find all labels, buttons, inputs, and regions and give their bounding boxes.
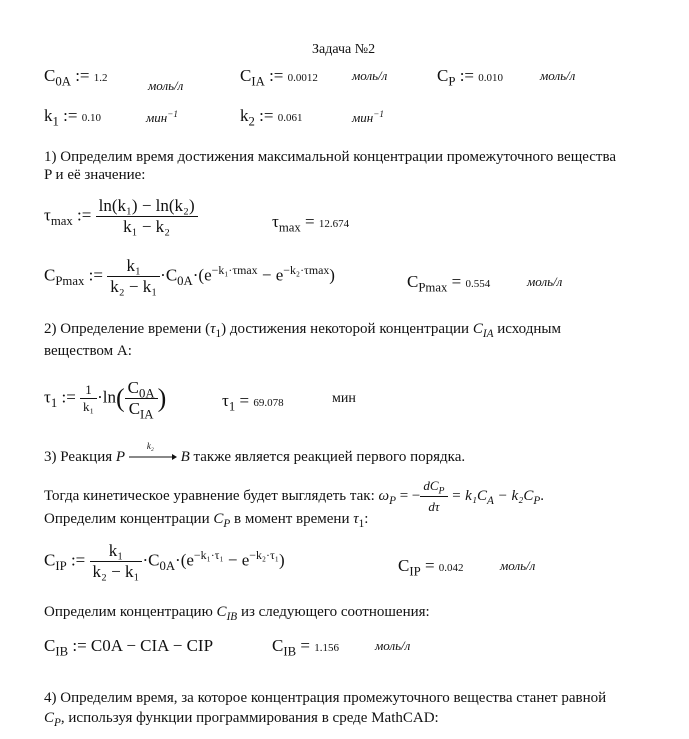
tau1-formula: $\tau_1$ := $\frac{1}{\text{k₁}}$ ·ln( $\frac{C_{0A}}{C_{IA}}$ ) <box>44 378 167 422</box>
rate-fraction: $\frac{dC_P}{d\tau}$ <box>420 476 447 517</box>
section4-line1: 4) Определим время, за которое концентрация промежуточного вещества станет равной <box>44 690 607 706</box>
section2-text-line1: 2) Определение времени $(\tau_1)$ достижения некоторой концентрации $C_{IA}$ исходным <box>44 321 561 340</box>
cip-formula: $C_{IP}$ := $\frac{\text{k₁}}{\text{k₂ − k₁}}$ $\cdot C_{0A}\cdot(e^{-k_1\cdot\tau_1} - e^{-k_2\cdot\tau_1})$ <box>44 541 285 581</box>
given-cia: $C_{IA}$ := 0.0012 <box>240 66 318 89</box>
page-title: Задача №2 <box>312 42 376 57</box>
unit-cp: моль/л <box>540 68 576 83</box>
given-k2: $k_2$ := 0.061 <box>240 106 303 129</box>
cip-fraction: $\frac{\text{k₁}}{\text{k₂ − k₁}}$ <box>90 541 143 582</box>
section3-line3: Определим концентрации $C_P$ в момент времени $\tau_1$: <box>44 511 369 530</box>
cpmax-formula: $C_{Pmax}$ := $\frac{\text{k₁}}{\text{k₂ − k₁}}$ $\cdot C_{0A}\cdot(e^{-k_1\cdot\tau max} - e^{-k_2\cdot\tau max})$ <box>44 256 335 296</box>
cpmax-fraction: $\frac{\text{k₁}}{\text{k₂ − k₁}}$ <box>107 256 160 297</box>
tau1-result: $\tau_1 = 69.078$ <box>222 391 284 414</box>
given-k1: $k_1$ := 0.10 <box>44 106 101 129</box>
section3-line1: 3) Реакция P k₂ B также является реакцией первого порядка. <box>44 447 465 468</box>
tau-max-formula: $\tau_{max}$ := $\frac{\text{ln(k₁) − ln(k₂)}}{\text{k₁ − k₂}}$ <box>44 196 198 237</box>
unit-cia: моль/л <box>352 68 388 83</box>
reaction-arrow-icon: k₂ <box>129 448 177 468</box>
section1-text-line2: P и её значение: <box>44 167 146 183</box>
unit-k2: мин$^{-1}$ <box>352 109 384 125</box>
tau-max-fraction: $\frac{\text{ln(k₁) − ln(k₂)}}{\text{k₁ − k₂}}$ <box>96 196 198 237</box>
unit-k1: мин$^{-1}$ <box>146 109 178 125</box>
tau1-unit: мин <box>332 391 356 406</box>
cpmax-unit: моль/л <box>527 274 563 289</box>
tau-max-result: $\tau_{max} = 12.674$ <box>272 212 350 235</box>
section4-line2: $C_P$, используя функции программирования в среде MathCAD: <box>44 710 439 729</box>
cib-result: $C_{IB} = 1.156$ <box>272 636 339 659</box>
section3-line2: Тогда кинетическое уравнение будет выглядеть так: $\omega_P$ = − $\frac{dC_P}{d\tau}$ = $k_1C_A - k_2C_P$. <box>44 476 544 517</box>
unit-c0a: моль/л <box>148 78 184 93</box>
cip-unit: моль/л <box>500 558 536 573</box>
ln-fraction: $\frac{C_{0A}}{C_{IA}}$ <box>125 378 158 419</box>
cpmax-result: $C_{Pmax} = 0.554$ <box>407 272 491 295</box>
cib-unit: моль/л <box>375 638 411 653</box>
section2-text-line2: веществом А: <box>44 343 132 359</box>
section1-text-line1: 1) Определим время достижения максимальной концентрации промежуточного вещества <box>44 149 617 165</box>
given-cp: $C_P$ := 0.010 <box>437 66 503 89</box>
section3-line4: Определим концентрацию $C_{IB}$ из следующего соотношения: <box>44 604 430 623</box>
tau1-fraction: $\frac{1}{\text{k₁}}$ <box>80 382 97 415</box>
cib-formula: $C_{IB}$ := C0A − CIA − CIP <box>44 636 214 659</box>
cip-result: $C_{IP} = 0.042$ <box>398 556 464 579</box>
given-c0a: $C_{0A}$ := 1.2 <box>44 66 108 89</box>
